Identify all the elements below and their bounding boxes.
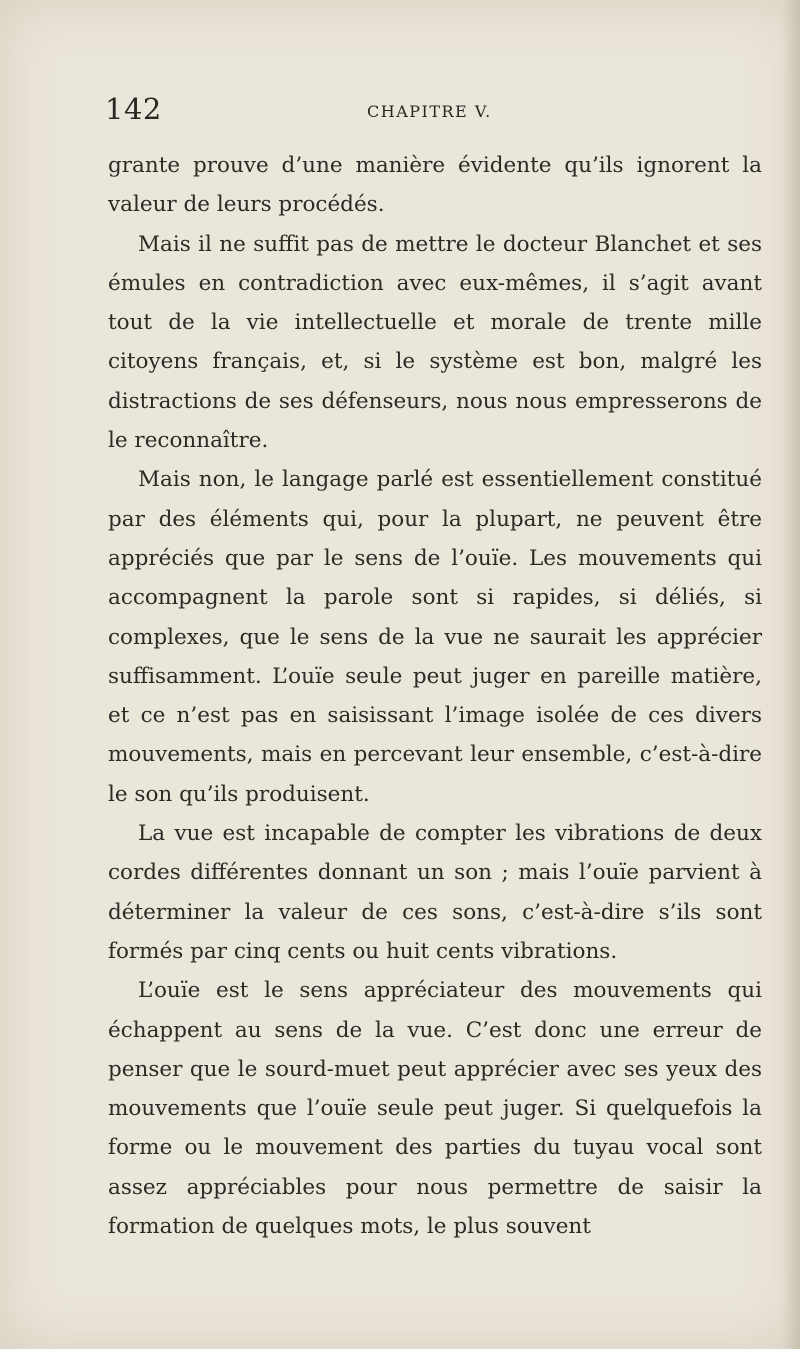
- paragraph: Mais non, le langage parlé est essentiellement constitué par des éléments qui, pour la plupart, ne peuvent être appréciés que par le sens de l’ouïe. Les mouvements qui accompagnent la parole sont si rapides, si déliés, si complexes, que le sens de la vue ne saurait les apprécier suffisamment. L’ouïe seule peut juger en pareille matière, et ce n’est pas en saisissant l’image isolée de ces divers mouvements, mais en percevant leur ensemble, c’est-à-dire le son qu’ils produisent.: [108, 467, 762, 807]
- paragraph: L’ouïe est le sens appréciateur des mouvements qui échappent au sens de la vue. C’est donc une erreur de penser que le sourd-muet peut apprécier avec ses yeux des mouvements que l’ouïe seule peut juger. Si quelquefois la forme ou le mouvement des parties du tuyau vocal sont assez appréciables pour nous permettre de saisir la formation de quelques mots, le plus souvent: [108, 978, 762, 1240]
- running-title: CHAPITRE V.: [367, 102, 492, 121]
- page-number: 142: [105, 92, 162, 126]
- page-header: [105, 92, 765, 132]
- paragraph: La vue est incapable de compter les vibrations de deux cordes différentes donnant un son ; mais l’ouïe parvient à déterminer la valeur de ces sons, c’est-à-dire s’ils sont formés par cinq cents ou huit cents vibrations.: [108, 821, 762, 964]
- paragraph-continued: grante prouve d’une manière évidente qu’ils ignorent la valeur de leurs procédés.: [108, 153, 762, 218]
- page-edge-shadow: [782, 0, 800, 1349]
- body-text: [108, 146, 762, 1246]
- paragraph: Mais il ne suffit pas de mettre le docteur Blanchet et ses émules en contradiction avec eux-mêmes, il s’agit avant tout de la vie intellectuelle et morale de trente mille citoyens français, et, si le système est bon, malgré les distractions de ses défenseurs, nous nous empresserons de le reconnaître.: [108, 231, 762, 454]
